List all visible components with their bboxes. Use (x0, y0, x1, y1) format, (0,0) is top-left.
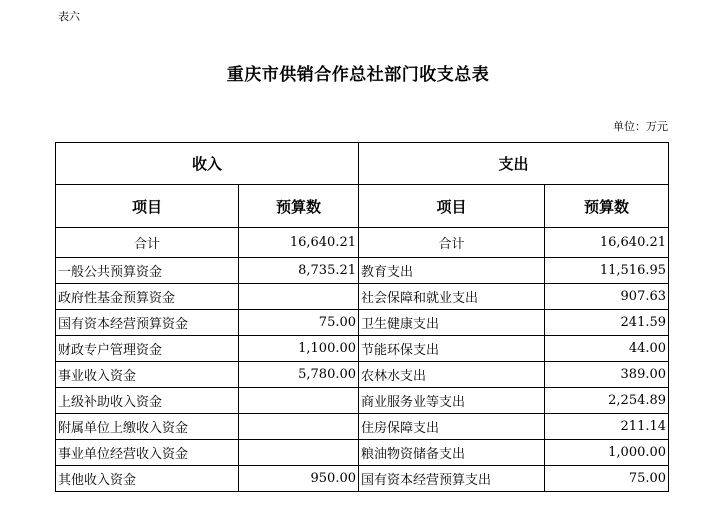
income-value-cell: 950.00 (239, 466, 359, 492)
income-value-cell: 8,735.21 (239, 258, 359, 284)
income-item-cell: 附属单位上缴收入资金 (56, 414, 239, 440)
income-item-cell: 一般公共预算资金 (56, 258, 239, 284)
income-item-header: 项目 (56, 185, 239, 228)
expense-total-value: 16,640.21 (545, 228, 669, 258)
table-row (56, 466, 669, 492)
income-budget-header: 预算数 (239, 185, 359, 228)
expense-total-label: 合计 (359, 228, 545, 258)
income-item-cell: 事业单位经营收入资金 (56, 440, 239, 466)
expense-budget-header: 预算数 (545, 185, 669, 228)
expense-item-cell: 商业服务业等支出 (359, 388, 545, 414)
income-value-cell: 5,780.00 (239, 362, 359, 388)
expense-value-cell: 241.59 (545, 310, 669, 336)
income-item-cell: 上级补助收入资金 (56, 388, 239, 414)
expense-section-header: 支出 (359, 143, 669, 185)
expense-item-cell: 住房保障支出 (359, 414, 545, 440)
expense-item-cell: 国有资本经营预算支出 (359, 466, 545, 492)
expense-item-cell: 教育支出 (359, 258, 545, 284)
table-row (56, 336, 669, 362)
expense-value-cell: 2,254.89 (545, 388, 669, 414)
table-row (56, 414, 669, 440)
expense-value-cell: 211.14 (545, 414, 669, 440)
section-header-row (56, 143, 669, 185)
expense-item-cell: 粮油物资储备支出 (359, 440, 545, 466)
income-total-label: 合计 (56, 228, 239, 258)
expense-item-cell: 农林水支出 (359, 362, 545, 388)
income-item-cell: 事业收入资金 (56, 362, 239, 388)
income-item-cell: 其他收入资金 (56, 466, 239, 492)
table-row (56, 362, 669, 388)
income-value-cell (239, 284, 359, 310)
table-row (56, 310, 669, 336)
income-value-cell (239, 414, 359, 440)
table-body (56, 143, 669, 492)
expense-value-cell: 75.00 (545, 466, 669, 492)
income-item-cell: 财政专户管理资金 (56, 336, 239, 362)
income-section-header: 收入 (56, 143, 359, 185)
expense-value-cell: 389.00 (545, 362, 669, 388)
income-value-cell (239, 388, 359, 414)
income-value-cell: 75.00 (239, 310, 359, 336)
expense-value-cell: 11,516.95 (545, 258, 669, 284)
expense-item-cell: 卫生健康支出 (359, 310, 545, 336)
unit-label: 单位：万元 (613, 120, 668, 133)
column-header-row (56, 185, 669, 228)
table-row (56, 440, 669, 466)
expense-item-header: 项目 (359, 185, 545, 228)
expense-item-cell: 节能环保支出 (359, 336, 545, 362)
income-value-cell (239, 440, 359, 466)
total-row (56, 228, 669, 258)
page-title: 重庆市供销合作总社部门收支总表 (226, 65, 490, 85)
table-row (56, 388, 669, 414)
income-item-cell: 政府性基金预算资金 (56, 284, 239, 310)
table-row (56, 258, 669, 284)
expense-item-cell: 社会保障和就业支出 (359, 284, 545, 310)
income-value-cell: 1,100.00 (239, 336, 359, 362)
expense-value-cell: 44.00 (545, 336, 669, 362)
expense-value-cell: 1,000.00 (545, 440, 669, 466)
table-number-label: 表六 (58, 10, 80, 23)
income-item-cell: 国有资本经营预算资金 (56, 310, 239, 336)
expense-value-cell: 907.63 (545, 284, 669, 310)
table-row (56, 284, 669, 310)
income-total-value: 16,640.21 (239, 228, 359, 258)
revenue-expenditure-table (55, 142, 669, 492)
